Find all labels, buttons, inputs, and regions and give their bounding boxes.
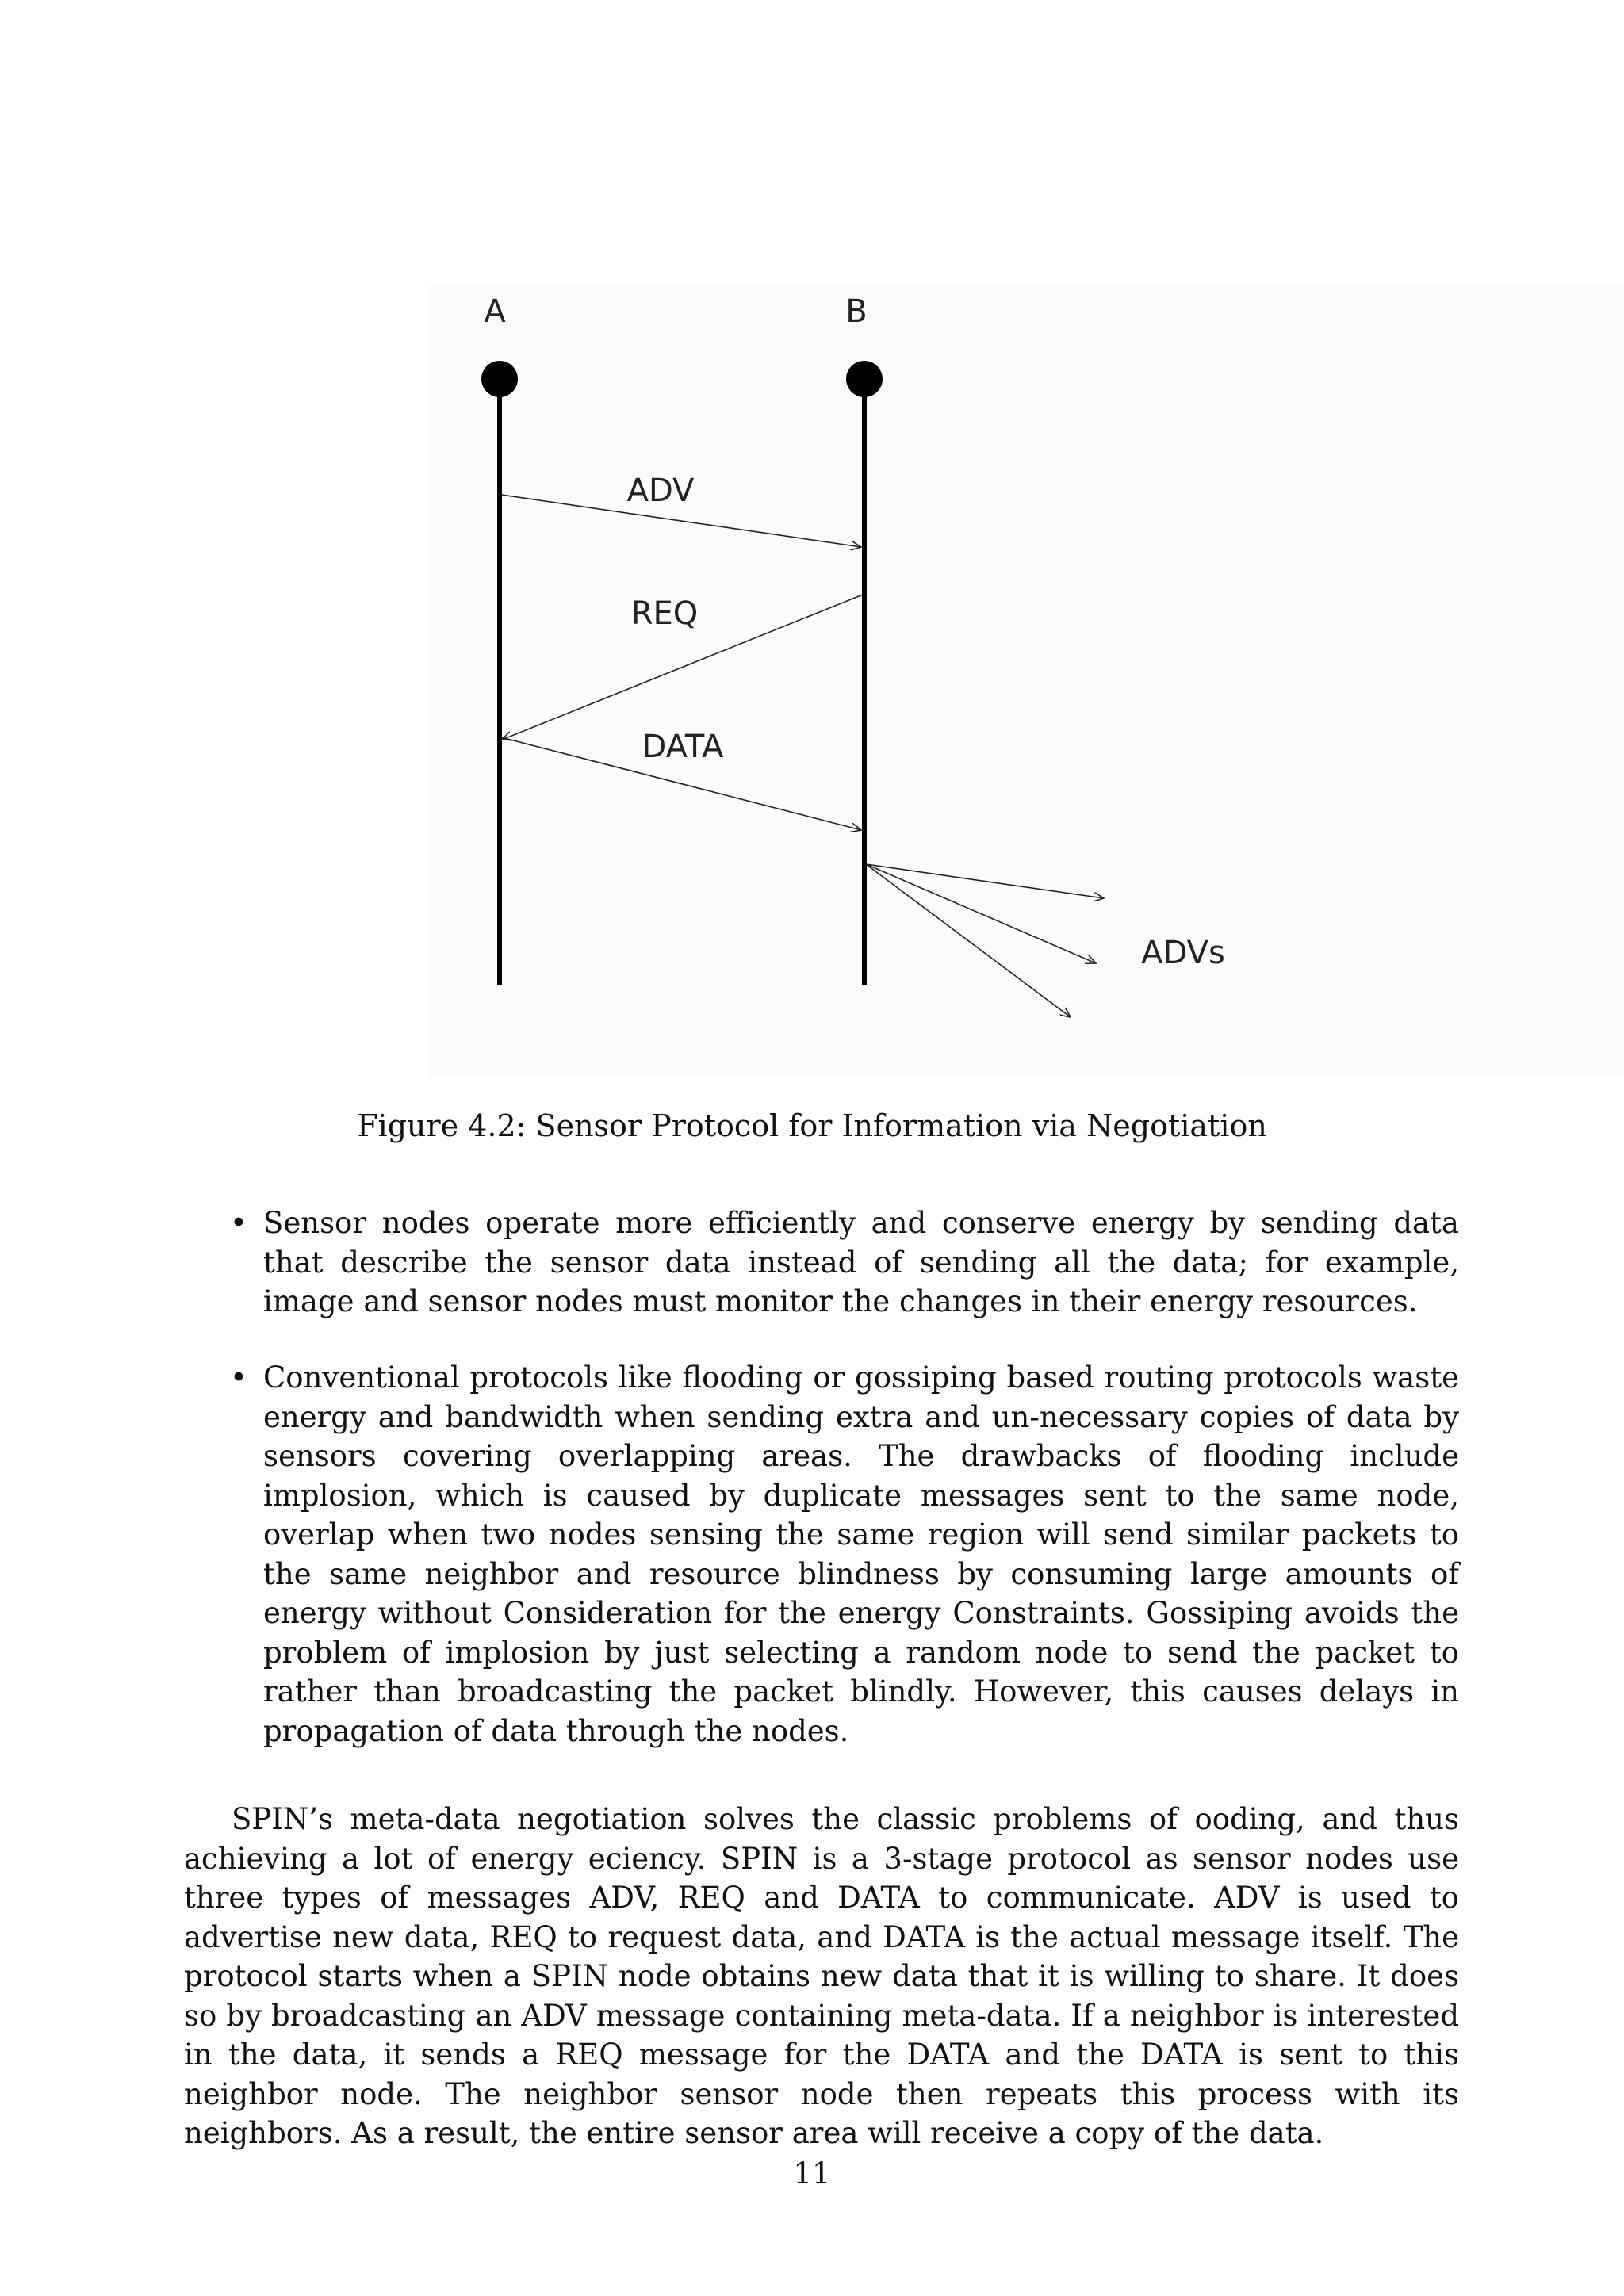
- bullet-text: Sensor nodes operate more efficiently and conserve energy by sending data that describe the sensor data instead of sending all the data; for example, image and sensor nodes must monitor the changes in their energy resources.: [263, 1206, 1459, 1318]
- body-paragraph: SPIN’s meta-data negotiation solves the classic problems of ooding, and thus achieving a lot of energy eciency. SPIN is a 3-stage protocol as sensor nodes use three types of messages ADV, REQ and DATA to communicate. ADV is used to advertise new data, REQ to request data, and DATA is the actual message itself. The protocol starts when a SPIN node obtains new data that it is willing to share. It does so by broadcasting an ADV message containing meta-data. If a neighbor is interested in the data, it sends a REQ message for the DATA and the DATA is sent to this neighbor node. The neighbor sensor node then repeats this process with its neighbors. As a result, the entire sensor area will receive a copy of the data.: [184, 1802, 1459, 2150]
- req-label: REQ: [630, 595, 699, 632]
- spin-sequence-diagram: [0, 0, 1624, 1078]
- bullet-icon: •: [230, 1360, 247, 1395]
- bullet-icon: •: [230, 1206, 247, 1240]
- advs-label: ADVs: [1141, 935, 1225, 971]
- list-item: [230, 1358, 1459, 1751]
- node-a-label: A: [484, 293, 506, 330]
- bullet-list-item-2: [230, 1358, 1459, 1751]
- figure-caption: Figure 4.2: Sensor Protocol for Information via Negotiation: [357, 1108, 1267, 1143]
- list-item: [230, 1203, 1459, 1322]
- bullet-text: Conventional protocols like flooding or gossiping based routing protocols waste energy and bandwidth when sending extra and un-necessary copies of data by sensors covering overlapping areas. The drawbacks of flooding include implosion, which is caused by duplicate messages sent to the same node, overlap when two nodes sensing the same region will send similar packets to the same neighbor and resource blindness by consuming large amounts of energy without Consideration for the energy Constraints. Gossiping avoids the problem of implosion by just selecting a random node to send the packet to rather than broadcasting the packet blindly. However, this causes delays in propagation of data through the nodes.: [263, 1360, 1459, 1748]
- bullet-list-item-1: [230, 1203, 1459, 1322]
- adv-label: ADV: [626, 473, 695, 509]
- data-label: DATA: [642, 729, 724, 765]
- figure-background: [428, 285, 1624, 1078]
- page-number: 11: [793, 2156, 831, 2191]
- node-b-label: B: [845, 293, 868, 330]
